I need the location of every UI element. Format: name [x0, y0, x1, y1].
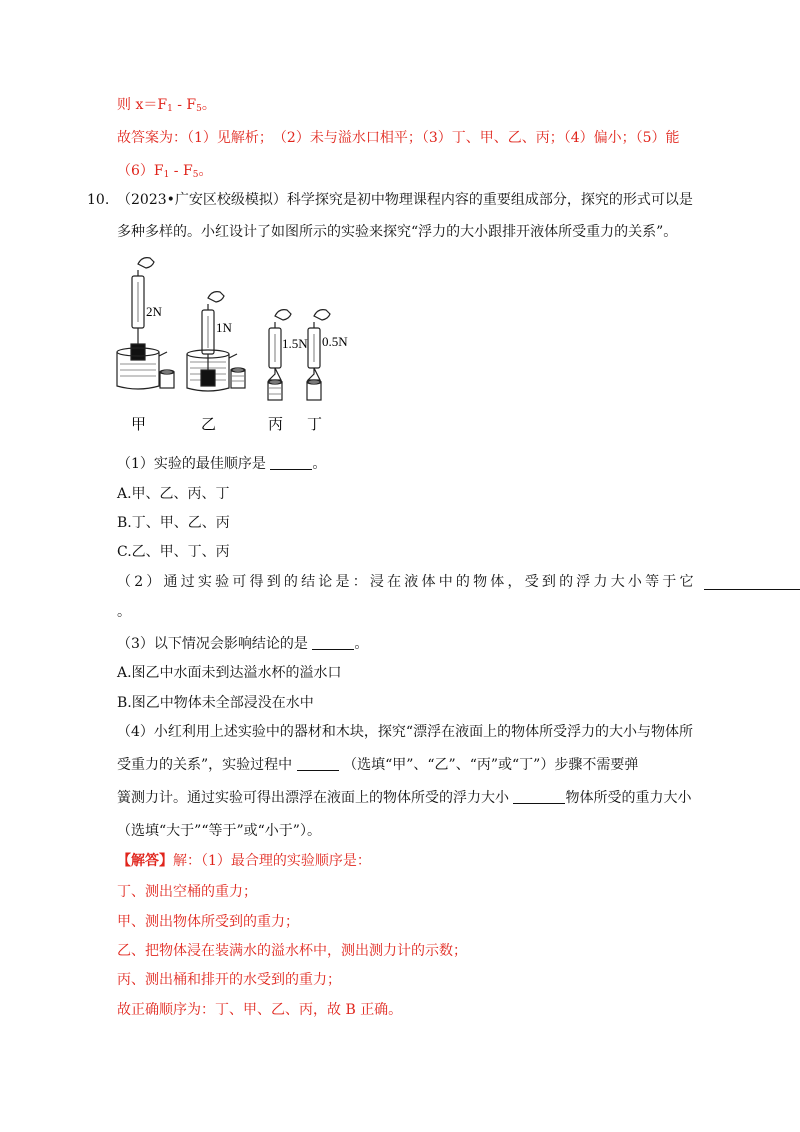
water-lines: [120, 364, 156, 376]
water-lines: [269, 388, 281, 394]
formula-text: - F: [169, 163, 193, 179]
solution-step: 丁、测出空桶的重力；: [117, 884, 257, 900]
part1-end: 。: [312, 456, 327, 472]
subscript: 5: [196, 104, 202, 114]
part4-text: （选填“甲”、“乙”、“丙”或“丁”）步骤不需要弹: [343, 757, 639, 773]
small-bucket-water: [231, 370, 245, 388]
part2-text: （2）通过实验可得到的结论是：浸在液体中的物体，受到的浮力大小等于它: [117, 574, 697, 590]
part4-line1: （4）小红利用上述实验中的器材和木块，探究“漂浮在液面上的物体所受浮力的大小与物体所: [117, 724, 694, 740]
solution-conclusion: 故正确顺序为：丁、甲、乙、丙，故 B 正确。: [117, 1002, 403, 1018]
prev-answers-line: 故答案为：（1）见解析； （2）未与溢水口相平；（3）丁、甲、乙、丙；（4）偏小；（5）能: [117, 130, 680, 146]
prev-answers-line-2: [117, 161, 212, 185]
reading-ding: 0.5N: [322, 334, 348, 349]
part3-text: （3）以下情况会影响结论的是: [117, 636, 308, 652]
bucket-with-water: [268, 382, 282, 400]
hand-icon: [314, 310, 330, 320]
answer-blank[interactable]: [270, 455, 312, 470]
formula-text: - F: [172, 97, 197, 113]
solution-text: 解：（1）最合理的实验顺序是：: [173, 853, 371, 869]
water-lines: [232, 376, 244, 381]
part3-end: 。: [354, 636, 369, 652]
formula-text: 则 x＝F: [117, 97, 168, 113]
part2-end: 。: [117, 604, 131, 620]
hand-icon: [275, 310, 291, 320]
spout: [159, 352, 167, 356]
prev-formula-line: [117, 95, 216, 119]
reading-jia: 2N: [146, 304, 162, 319]
reading-yi: 1N: [216, 320, 232, 335]
panel-ding: [307, 310, 330, 400]
option-b: B.丁、甲、乙、丙: [117, 515, 230, 531]
answer-blank[interactable]: [704, 575, 800, 590]
label-ding: 丁: [307, 415, 323, 433]
solution-step: 丙、测出桶和排开的水受到的重力；: [117, 972, 341, 988]
part4-line4: （选填“大于”“等于”或“小于”）。: [117, 823, 321, 839]
label-bing: 丙: [268, 415, 284, 433]
formula-text: 。: [198, 163, 213, 179]
hand-icon: [208, 292, 224, 302]
part4-text: 簧测力计。通过实验可得出漂浮在液面上的物体所受的浮力大小: [117, 790, 509, 806]
hand-icon: [138, 258, 154, 268]
spout: [229, 354, 237, 358]
hook: [269, 368, 281, 380]
question-number: 10.: [87, 192, 110, 208]
formula-text: （6）F: [117, 163, 164, 179]
solution-line1: [117, 851, 371, 871]
panel-jia: [117, 258, 174, 389]
solution-step: 甲、测出物体所受到的重力；: [117, 914, 299, 930]
empty-bucket: [307, 382, 321, 400]
subscript: 5: [192, 170, 199, 180]
solution-step: 乙、把物体浸在装满水的溢水杯中，测出测力计的示数；: [117, 943, 467, 959]
option-a: A.甲、乙、丙、丁: [117, 486, 230, 502]
part4-line3: [117, 788, 691, 808]
panel-yi: [187, 292, 245, 391]
experiment-figure: [112, 250, 372, 440]
part4-line2: [117, 755, 638, 775]
option-c: C.乙、甲、丁、丙: [117, 544, 230, 560]
subscript: 1: [163, 170, 170, 180]
part3-option-a: A.图乙中水面未到达溢水杯的溢水口: [117, 665, 342, 681]
answer-blank[interactable]: [513, 789, 565, 804]
question-stem-line1: （2023•广安区校级模拟）科学探究是初中物理课程内容的重要组成部分，探究的形式可以是: [117, 192, 693, 208]
label-jia: 甲: [131, 415, 147, 433]
part4-text: 物体所受的重力大小: [565, 790, 692, 806]
solution-head: 【解答】: [117, 853, 173, 869]
part4-text: 受重力的关系”，实验过程中: [117, 757, 293, 773]
reading-bing: 1.5N: [282, 336, 308, 351]
part2-line: [117, 572, 697, 592]
panel-bing: [268, 310, 291, 400]
hook: [308, 368, 320, 380]
answer-blank[interactable]: [297, 756, 339, 771]
question-stem-line2: 多种多样的。小红设计了如图所示的实验来探究“浮力的大小跟排开液体所受重力的关系”。: [117, 224, 678, 240]
part1-line: [117, 454, 326, 474]
part3-option-b: B.图乙中物体未全部浸没在水中: [117, 695, 314, 711]
label-yi: 乙: [201, 415, 217, 433]
weight-block: [201, 370, 215, 386]
weight-block: [131, 344, 145, 360]
formula-text: 。: [201, 97, 216, 113]
subscript: 1: [167, 104, 173, 114]
part3-line: [117, 634, 368, 654]
answer-blank[interactable]: [312, 635, 354, 650]
part1-text: （1）实验的最佳顺序是: [117, 456, 266, 472]
